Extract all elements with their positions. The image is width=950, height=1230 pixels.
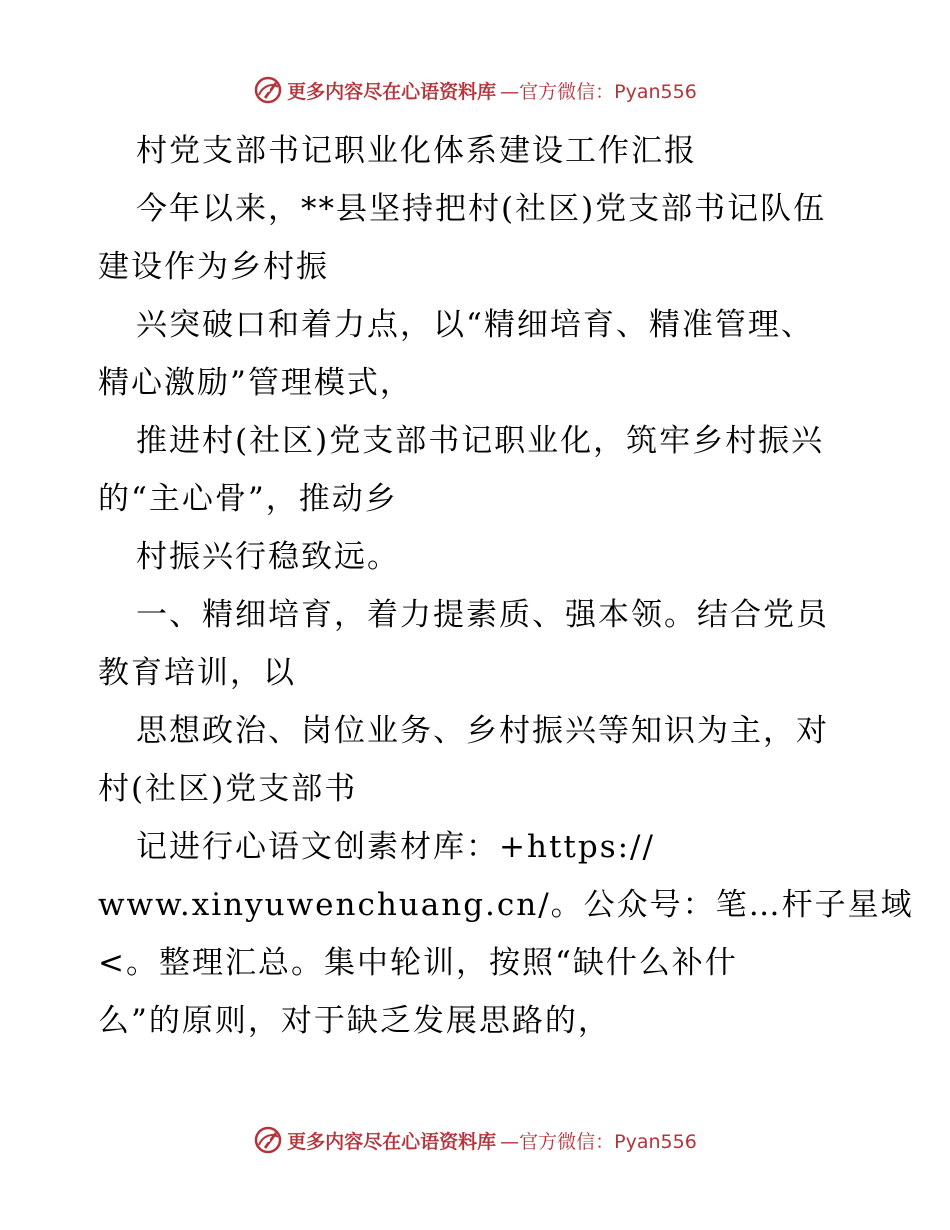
doc-line: <。整理汇总。集中轮训，按照“缺什么补什 [98, 945, 738, 981]
doc-title: 村党支部书记职业化体系建设工作汇报 [136, 133, 697, 169]
pen-swirl-logo-icon [253, 1125, 283, 1155]
header-watermark [0, 70, 950, 110]
doc-line: 兴突破口和着力点，以“精细培育、精准管理、 [136, 307, 814, 343]
watermark-contact-text: —官方微信：Pyan556 [500, 80, 697, 103]
doc-line: 记进行心语文创素材库：+https:// [136, 829, 655, 865]
doc-line: www.xinyuwenchuang.cn/。公众号：笔…杆子星域 [98, 887, 914, 923]
document-body [98, 122, 914, 1050]
doc-line: 今年以来，**县坚持把村(社区)党支部书记队伍 [136, 191, 827, 227]
doc-line: 么”的原则，对于缺乏发展思路的， [98, 1003, 611, 1039]
doc-line: 建设作为乡村振 [98, 249, 329, 285]
doc-line: 教育培训，以 [98, 655, 296, 691]
pen-swirl-logo-icon [253, 75, 283, 105]
footer-watermark [0, 1120, 950, 1160]
doc-line: 精心激励”管理模式， [98, 365, 413, 401]
doc-line: 推进村(社区)党支部书记职业化，筑牢乡村振兴 [136, 423, 825, 459]
doc-line: 村(社区)党支部书 [98, 771, 358, 807]
watermark-contact-text: —官方微信：Pyan556 [500, 1130, 697, 1153]
doc-line: 村振兴行稳致远。 [136, 539, 400, 575]
doc-line: 的“主心骨”，推动乡 [98, 481, 398, 517]
watermark-brand-text: 更多内容尽在心语资料库 [287, 80, 497, 103]
watermark-brand-text: 更多内容尽在心语资料库 [287, 1130, 497, 1153]
doc-line: 一、精细培育，着力提素质、强本领。结合党员 [136, 597, 829, 633]
doc-line: 思想政治、岗位业务、乡村振兴等知识为主，对 [136, 713, 829, 749]
